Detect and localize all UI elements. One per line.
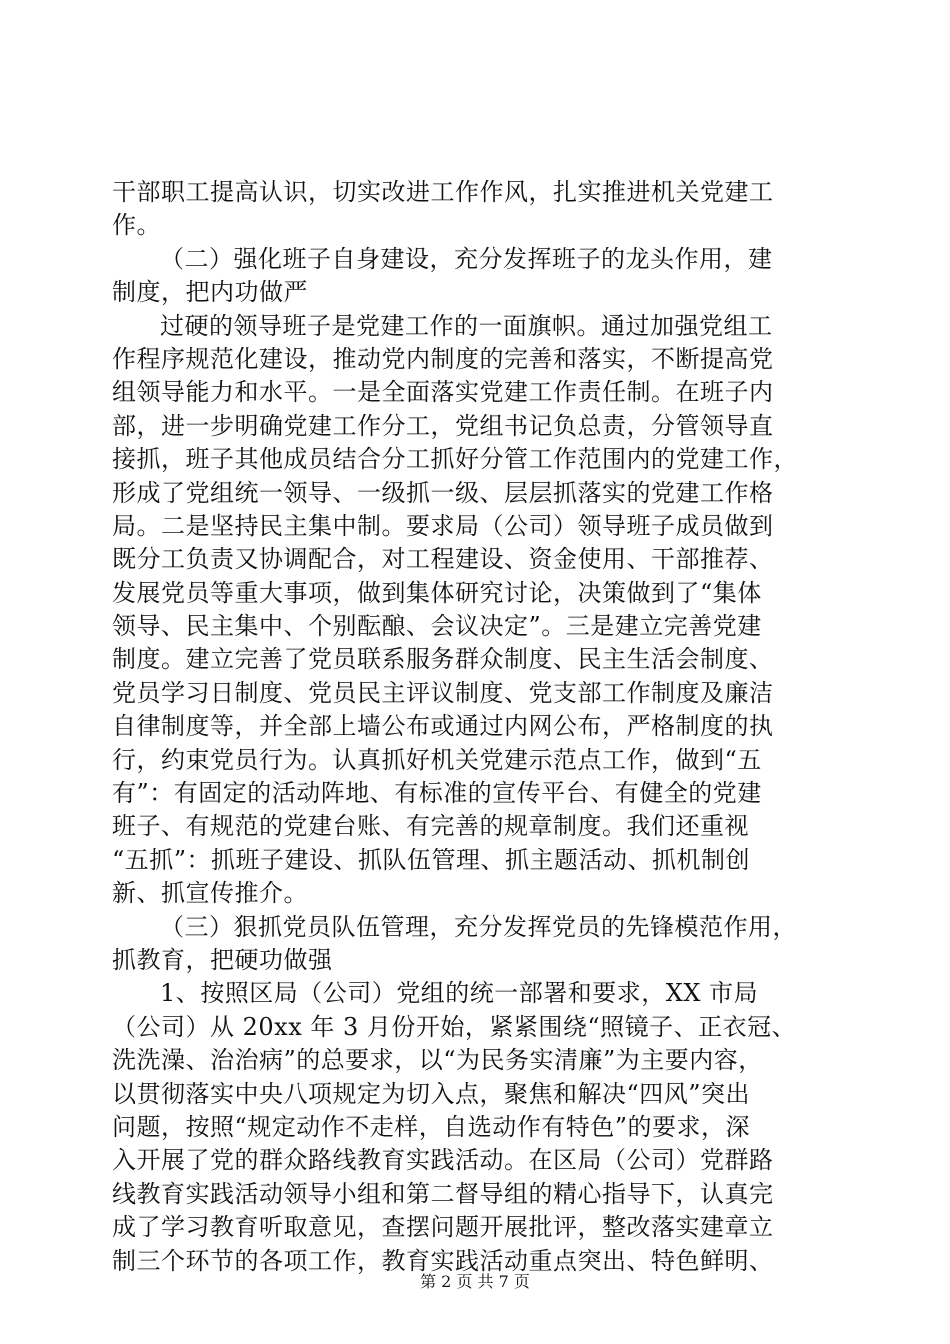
- text-line: 有”：有固定的活动阵地、有标准的宣传平台、有健全的党建: [112, 779, 762, 808]
- text-line: 新、抓宣传推介。: [112, 879, 308, 908]
- text-line: 局。二是坚持民主集中制。要求局（公司）领导班子成员做到: [112, 511, 774, 540]
- text-line: （公司）从 20xx 年 3 月份开始，紧紧围绕“照镜子、正衣冠、: [112, 1012, 797, 1041]
- text-line: 制三个环节的各项工作，教育实践活动重点突出、特色鲜明、: [112, 1246, 774, 1275]
- section-heading-3-cont: 抓教育，把硬功做强: [112, 945, 333, 974]
- section-heading-2-cont: 制度，把内功做严: [112, 278, 308, 307]
- text-line: 作。: [112, 211, 161, 240]
- text-line: 入开展了党的群众路线教育实践活动。在区局（公司）党群路: [112, 1146, 774, 1175]
- text-line: 自律制度等，并全部上墙公布或通过内网公布，严格制度的执: [112, 712, 774, 741]
- text-line: 领导、民主集中、个别酝酿、会议决定”。三是建立完善党建: [112, 612, 762, 641]
- text-line: 班子、有规范的党建台账、有完善的规章制度。我们还重视: [112, 812, 749, 841]
- text-line: 以贯彻落实中央八项规定为切入点，聚焦和解决“四风”突出: [112, 1079, 751, 1108]
- text-line: 部，进一步明确党建工作分工，党组书记负总责，分管领导直: [112, 411, 774, 440]
- section-heading-3: （三）狠抓党员队伍管理，充分发挥党员的先锋模范作用，: [160, 912, 797, 941]
- text-line: 干部职工提高认识，切实改进工作作风，扎实推进机关党建工: [112, 178, 774, 206]
- document-body: [112, 176, 840, 1278]
- text-line: 过硬的领导班子是党建工作的一面旗帜。通过加强党组工: [160, 311, 773, 340]
- text-line: 接抓，班子其他成员结合分工抓好分管工作范围内的党建工作，: [112, 445, 798, 474]
- text-line: 线教育实践活动领导小组和第二督导组的精心指导下，认真完: [112, 1179, 774, 1208]
- text-line: 党员学习日制度、党员民主评议制度、党支部工作制度及廉洁: [112, 678, 774, 707]
- text-line: 作程序规范化建设，推动党内制度的完善和落实，不断提高党: [112, 344, 774, 373]
- text-line: “五抓”：抓班子建设、抓队伍管理、抓主题活动、抓机制创: [112, 845, 751, 874]
- text-line: 既分工负责又协调配合，对工程建设、资金使用、干部推荐、: [112, 545, 774, 574]
- text-line: 问题，按照“规定动作不走样，自选动作有特色”的要求，深: [112, 1112, 751, 1141]
- text-line: 成了学习教育听取意见，查摆问题开展批评，整改落实建章立: [112, 1213, 774, 1242]
- text-line: 制度。建立完善了党员联系服务群众制度、民主生活会制度、: [112, 645, 774, 674]
- text-line: 行，约束党员行为。认真抓好机关党建示范点工作，做到“五: [112, 745, 762, 774]
- text-line: 洗洗澡、治治病”的总要求，以“为民务实清廉”为主要内容，: [112, 1046, 763, 1075]
- page-number-footer: 第 2 页 共 7 页: [420, 1272, 530, 1291]
- text-line: 发展党员等重大事项，做到集体研究讨论，决策做到了“集体: [112, 578, 762, 607]
- text-line: 形成了党组统一领导、一级抓一级、层层抓落实的党建工作格: [112, 478, 774, 507]
- text-line: 组领导能力和水平。一是全面落实党建工作责任制。在班子内: [112, 378, 774, 407]
- text-line: 1、按照区局（公司）党组的统一部署和要求，XX 市局: [160, 979, 759, 1008]
- section-heading-2: （二）强化班子自身建设，充分发挥班子的龙头作用，建: [160, 244, 773, 273]
